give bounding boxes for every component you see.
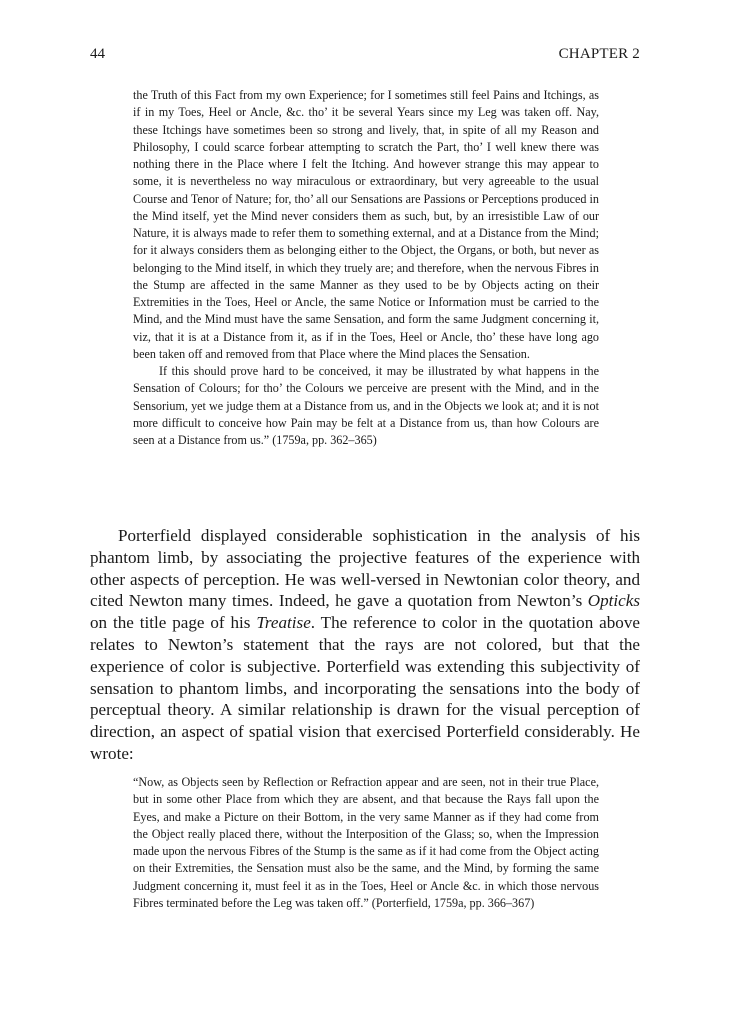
body-text-span: . The reference to color in the quotation above relates to Newton’s statement that the rays are not colored, but that the experience of color is subjective. Porterfield was extending this subjectivity of sensation to phantom limbs, and incorporating the sensations into the body of perceptual theory. A similar relationship is drawn for the visual perception of direction, an aspect of spatial vision that exercised Porterfield considerably. He wrote: bbox=[90, 613, 640, 763]
italic-title-opticks: Opticks bbox=[587, 591, 640, 611]
page-number: 44 bbox=[90, 46, 105, 62]
body-paragraph bbox=[90, 525, 640, 765]
quote-paragraph: If this should prove hard to be conceived, it may be illustrated by what happens in the Sensation of Colours; for tho’ the Colours we perceive are present with the Mind, and in the Sensorium, yet we judge them at a Distance from us, and in the Objects we look at; and it is not more difficult to conceive how Pain may be felt at a Distance from us, than how Colours are seen at a Distance from us.” (1759a, pp. 362–365) bbox=[133, 364, 599, 447]
block-quote-porterfield-direction bbox=[133, 774, 599, 912]
block-quote-porterfield-sensation bbox=[133, 87, 599, 449]
chapter-label: CHAPTER 2 bbox=[558, 46, 640, 62]
running-head bbox=[90, 44, 640, 64]
body-paragraph-block bbox=[90, 525, 640, 765]
quote-paragraph: “Now, as Objects seen by Reflection or Refraction appear and are seen, not in their true Place, but in some other Place from which they are absent, and that because the Rays fall upon the Eyes, and make a Picture on their Bottom, in the very same Manner as if they had come from the Object really placed there, without the Interposition of the Glass; so, when the Impression made upon the nervous Fibres of the Stump is the same as if it had come from the Object acting on their Extremities, the Sensation must also be the same, and the Mind, by forming the same Judgment concerning it, must feel it as in the Toes, Heel or Ancle &c. in which those nervous Fibres terminated before the Leg was taken off.” (Porterfield, 1759a, pp. 366–367) bbox=[133, 775, 599, 910]
italic-title-treatise: Treatise bbox=[256, 613, 311, 633]
body-text-span: Porterfield displayed considerable sophistication in the analysis of his phantom limb, by associating the projective features of the experience with other aspects of perception. He was well-versed in Newtonian color theory, and cited Newton many times. Indeed, he gave a quotation from Newton’s bbox=[90, 526, 640, 611]
quote-paragraph: the Truth of this Fact from my own Experience; for I sometimes still feel Pains and Itchings, as if in my Toes, Heel or Ancle, &c. tho’ it be several Years since my Leg was taken off. Nay, these Itchings have sometimes been so strong and lively, that, in spite of all my Reason and Philosophy, I could scarce forbear attempting to scratch the Part, tho’ I well knew there was nothing there in the Place where I felt the Itching. And however strange this may appear to some, it is nevertheless no way miraculous or extraordinary, but very agreeable to the usual Course and Tenor of Nature; for, tho’ all our Sensations are Passions or Perceptions produced in the Mind itself, yet the Mind never considers them as such, but, by an irresistible Law of our Nature, it is always made to refer them to something external, and at a Distance from the Mind; for it always considers them as belonging either to the Object, the Organs, or both, but never as belonging to the Mind itself, in which they truely are; and therefore, when the nervous Fibres in the Stump are affected in the same Manner as they used to be by Objects acting on their Extremities in the Toes, Heel or Ancle, the same Notice or Information must be carried to the Mind, and the Mind must have the same Sensation, and form the same Judgment concerning it, viz, that it is at a Distance from it, as if in the Toes, Heel or Ancle, tho’ these have long ago been taken off and removed from that Place where the Mind places the Sensation. bbox=[133, 88, 599, 361]
body-text-span: on the title page of his bbox=[90, 613, 257, 633]
